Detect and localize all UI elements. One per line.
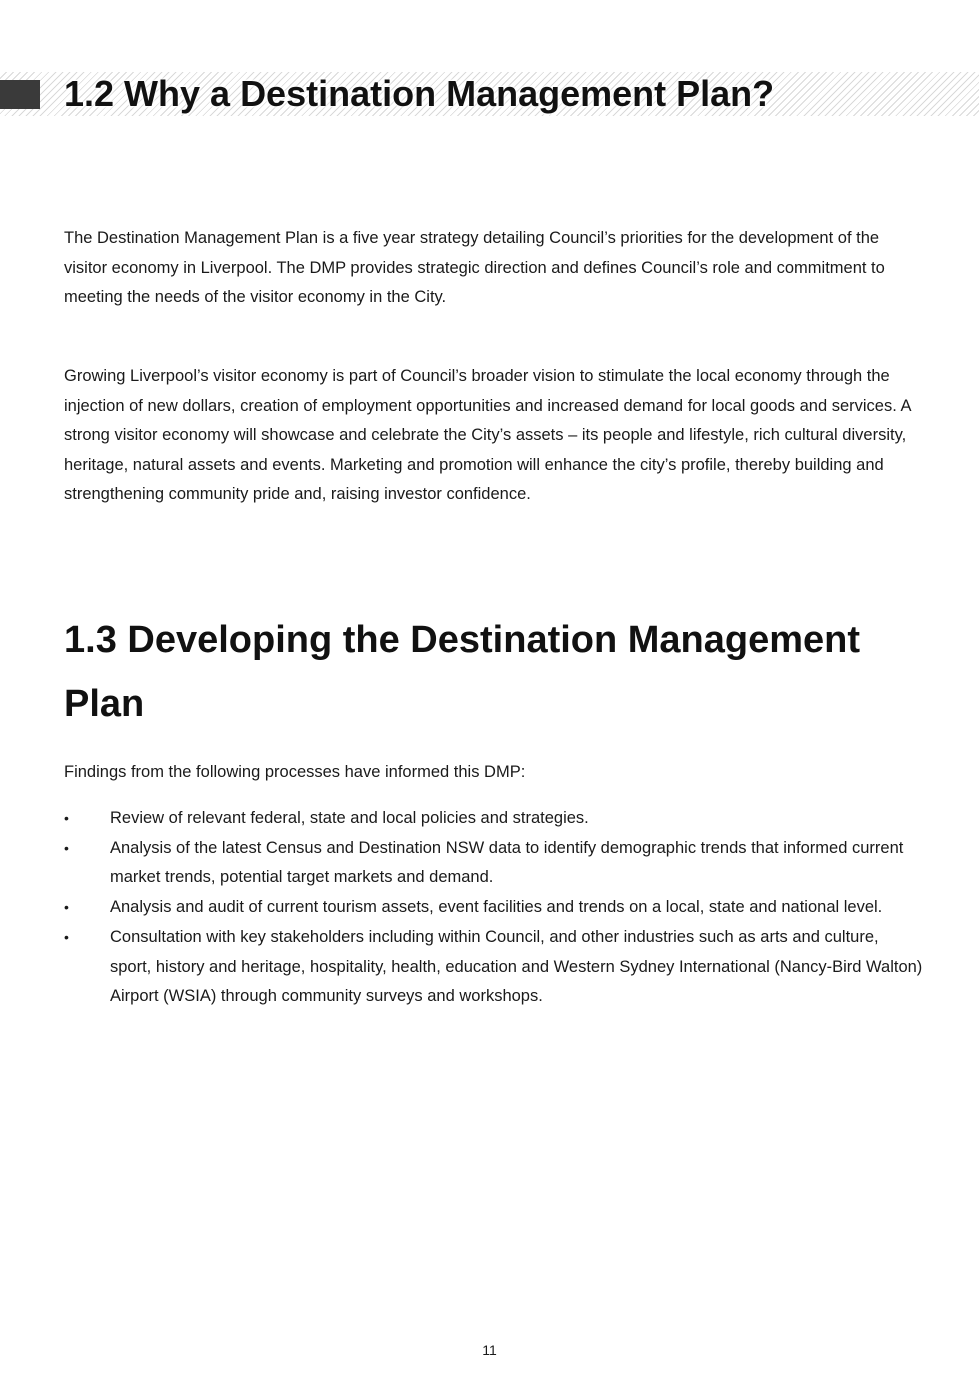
bullet-icon: • [64, 839, 69, 856]
bullet-icon: • [64, 928, 69, 945]
findings-list [64, 804, 924, 1012]
section-heading-band [0, 72, 979, 116]
list-item-text: Consultation with key stakeholders including within Council, and other industries such as arts and culture, sport, history and heritage, hospitality, health, education and Western Sydney International (Nancy-Bird Walton) Airport (WSIA) through community surveys and workshops. [110, 927, 923, 1006]
list-item [64, 923, 924, 1012]
section-marker-block [0, 80, 40, 109]
section-1-2-paragraph-2: Growing Liverpool’s visitor economy is part of Council’s broader vision to stimulate the local economy through the injection of new dollars, creation of employment opportunities and increased demand for local goods and services. A strong visitor economy will showcase and celebrate the City’s assets – its people and lifestyle, rich cultural diversity, heritage, natural assets and events. Marketing and promotion will enhance the city’s profile, thereby building and strengthening community pride and, raising investor confidence. [64, 367, 911, 503]
section-1-3-intro: Findings from the following processes have informed this DMP: [64, 763, 526, 781]
section-1-2-heading: 1.2 Why a Destination Management Plan? [64, 73, 775, 114]
bullet-icon: • [64, 810, 69, 826]
list-item-text: Review of relevant federal, state and local policies and strategies. [110, 809, 589, 827]
list-item-text: Analysis of the latest Census and Destination NSW data to identify demographic trends that informed current market trends, potential target markets and demand. [110, 838, 904, 887]
list-item-text: Analysis and audit of current tourism assets, event facilities and trends on a local, state and national level. [110, 898, 883, 917]
list-item [64, 804, 924, 834]
section-1-3-heading: 1.3 Developing the Destination Management Plan [64, 619, 861, 725]
bullet-icon: • [64, 899, 69, 916]
list-item [64, 893, 924, 923]
page-number: 11 [482, 1342, 497, 1358]
list-item [64, 834, 924, 893]
section-1-2-paragraph-1: The Destination Management Plan is a five year strategy detailing Council’s priorities for the development of the visitor economy in Liverpool. The DMP provides strategic direction and defines Council’s role and commitment to meeting the needs of the visitor economy in the City. [64, 229, 885, 306]
